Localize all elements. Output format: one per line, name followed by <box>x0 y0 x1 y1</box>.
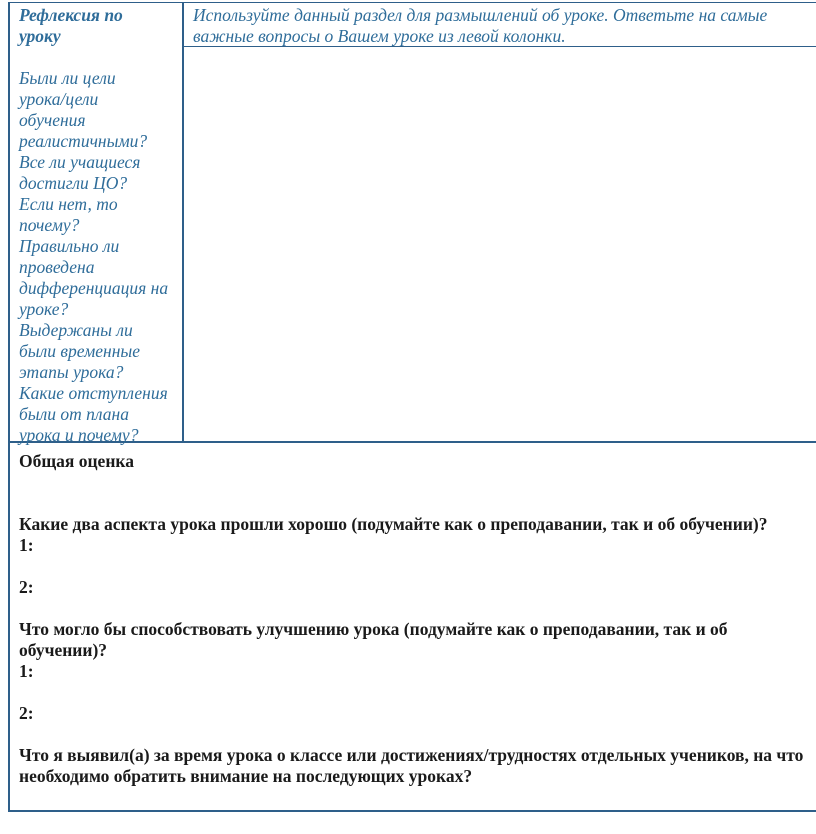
lesson-reflection-form <box>8 2 816 812</box>
reflection-title: Рефлексия по уроку <box>19 5 123 46</box>
improvement-item-2[interactable]: 2: <box>19 703 34 723</box>
went-well-item-1[interactable]: 1: <box>19 535 34 555</box>
question-observations: Что я выявил(а) за время урока о классе или достижениях/трудностях отдельных учеников, на что необходимо обратить внимание на последующих уроках? <box>19 745 804 786</box>
went-well-item-2[interactable]: 2: <box>19 577 34 597</box>
improvement-item-1[interactable]: 1: <box>19 661 34 681</box>
reflection-answer-cell <box>184 3 816 441</box>
question-went-well: Какие два аспекта урока прошли хорошо (подумайте как о преподавании, так и об обучении)? <box>19 514 768 534</box>
summary-section <box>10 443 816 787</box>
reflection-answer-area[interactable] <box>184 47 816 439</box>
reflection-questions: Были ли цели урока/цели обучения реалистичными? Все ли учащиеся достигли ЦО? Если нет, то почему? Правильно ли проведена дифференциация на уроке? Выдержаны ли были временные этапы урока? Какие отступления были от плана урока и почему? <box>19 68 169 445</box>
reflection-row <box>10 3 816 443</box>
reflection-questions-cell <box>10 3 184 445</box>
reflection-instruction: Используйте данный раздел для размышлений об уроке. Ответьте на самые важные вопросы о Вашем уроке из левой колонки. <box>184 3 816 47</box>
question-improvements: Что могло бы способствовать улучшению урока (подумайте как о преподавании, так и об обучении)? <box>19 619 728 660</box>
summary-heading: Общая оценка <box>19 451 134 471</box>
